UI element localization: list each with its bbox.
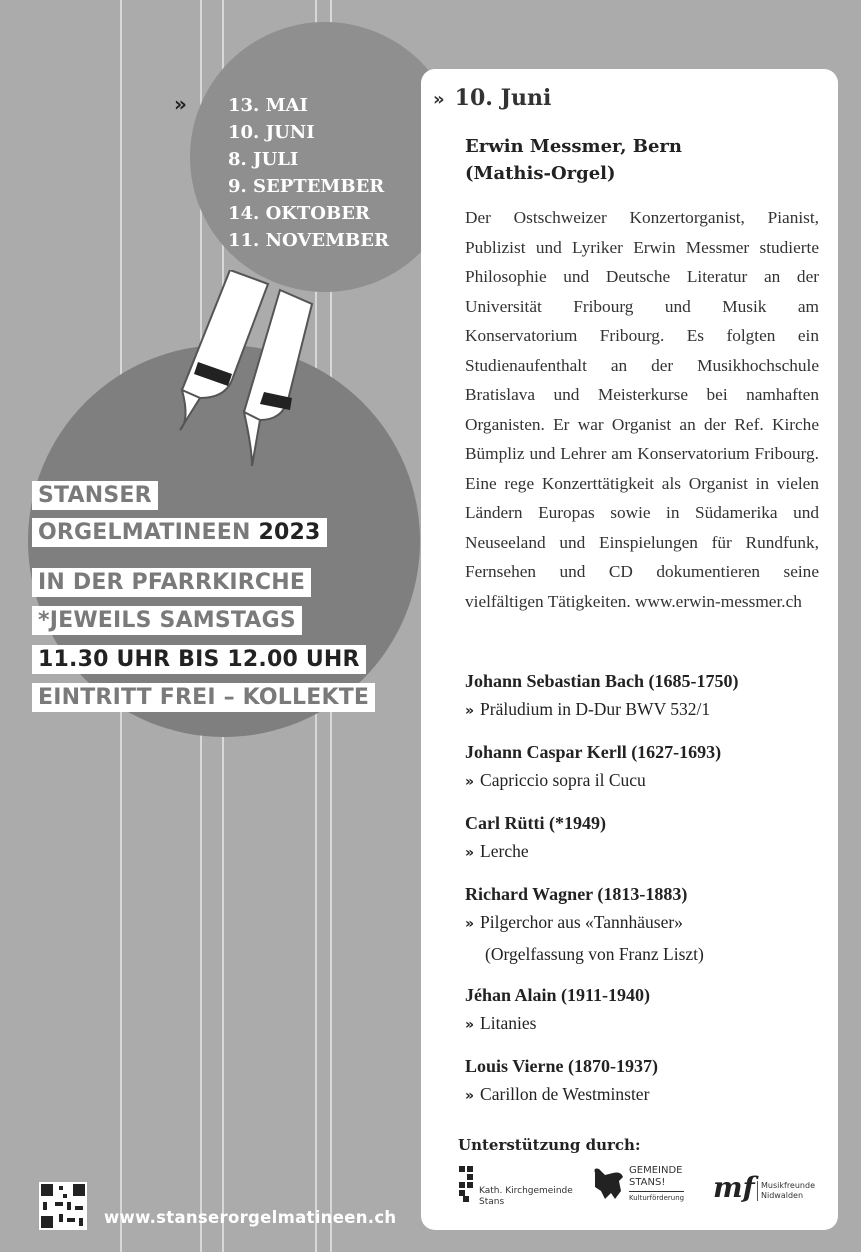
event-day: *JEWEILS SAMSTAGS bbox=[32, 606, 302, 635]
event-location: IN DER PFARRKIRCHE bbox=[32, 568, 311, 597]
musikfreunde-logo bbox=[713, 1169, 823, 1213]
kirchgemeinde-name: Kath. Kirchgemeinde bbox=[479, 1186, 573, 1196]
program-item bbox=[465, 739, 825, 797]
qr-code-icon bbox=[39, 1182, 87, 1230]
program-item bbox=[465, 810, 825, 868]
date-item: 14. OKTOBER bbox=[228, 203, 370, 224]
work-title: Carillon de Westminster bbox=[480, 1084, 650, 1104]
date-item: 10. JUNI bbox=[228, 122, 315, 143]
date-item: 13. MAI bbox=[228, 95, 308, 116]
work-title: Capriccio sopra il Cucu bbox=[480, 770, 646, 790]
event-title-line2 bbox=[32, 518, 327, 547]
instrument: (Mathis-Orgel) bbox=[465, 163, 616, 184]
event-time: 11.30 UHR BIS 12.00 UHR bbox=[32, 645, 366, 674]
gemeinde-stans-logo bbox=[591, 1163, 701, 1213]
program-item bbox=[465, 1053, 825, 1111]
musikfreunde-name: Musikfreunde bbox=[761, 1181, 815, 1190]
program-item bbox=[465, 881, 825, 969]
gemeinde-stans: STANS! bbox=[629, 1177, 666, 1188]
date-list bbox=[228, 92, 389, 254]
work bbox=[465, 836, 825, 868]
concert-date-heading bbox=[433, 85, 551, 111]
work bbox=[465, 1079, 825, 1111]
date-item: 8. JULI bbox=[228, 149, 299, 170]
composer: Johann Sebastian Bach (1685-1750) bbox=[465, 671, 739, 691]
chevron-icon: » bbox=[465, 774, 475, 790]
chevron-icon: » bbox=[433, 89, 445, 110]
program-item bbox=[465, 668, 825, 726]
work-title: Pilgerchor aus «Tannhäuser» bbox=[480, 912, 683, 932]
program-list bbox=[465, 668, 825, 1124]
event-title-line1: STANSER bbox=[32, 481, 158, 510]
composer: Carl Rütti (*1949) bbox=[465, 813, 606, 833]
concert-panel bbox=[421, 69, 838, 1230]
work bbox=[465, 1008, 825, 1040]
performer-block bbox=[465, 133, 682, 187]
gemeinde-kultur: Kulturförderung bbox=[629, 1191, 684, 1204]
gemeinde-label: GEMEINDE bbox=[629, 1165, 683, 1176]
organ-pipes-illustration bbox=[160, 270, 320, 490]
composer: Jéhan Alain (1911-1940) bbox=[465, 985, 651, 1005]
concert-date: 10. Juni bbox=[454, 85, 552, 111]
date-item: 11. NOVEMBER bbox=[228, 230, 389, 251]
kirchgemeinde-logo bbox=[457, 1164, 587, 1214]
kirchgemeinde-mark-icon bbox=[457, 1164, 477, 1204]
work bbox=[465, 765, 825, 797]
program-item bbox=[465, 982, 825, 1040]
chevron-icon: » bbox=[465, 916, 475, 932]
event-year: 2023 bbox=[258, 520, 321, 545]
work-title: Präludium in D-Dur BWV 532/1 bbox=[480, 699, 711, 719]
musikfreunde-mark: mf bbox=[713, 1171, 755, 1204]
performer-name: Erwin Messmer, Bern bbox=[465, 136, 682, 157]
chevron-icon: » bbox=[465, 703, 475, 719]
composer: Louis Vierne (1870-1937) bbox=[465, 1056, 658, 1076]
composer: Richard Wagner (1813-1883) bbox=[465, 884, 688, 904]
chevron-icon: » bbox=[465, 1017, 475, 1033]
chevron-icon: » bbox=[465, 1088, 475, 1104]
work-note: (Orgelfassung von Franz Liszt) bbox=[485, 944, 704, 964]
chevron-icon: » bbox=[465, 845, 475, 861]
kirchgemeinde-place: Stans bbox=[479, 1197, 505, 1207]
work bbox=[465, 694, 825, 726]
support-heading: Unterstützung durch: bbox=[458, 1136, 641, 1154]
work-title: Lerche bbox=[480, 841, 529, 861]
musikfreunde-place: Nidwalden bbox=[761, 1191, 804, 1200]
event-entry: EINTRITT FREI – KOLLEKTE bbox=[32, 683, 375, 712]
website-link[interactable]: www.stanserorgelmatineen.ch bbox=[104, 1208, 397, 1227]
chevron-icon: » bbox=[174, 92, 187, 116]
work bbox=[465, 907, 825, 939]
composer: Johann Caspar Kerll (1627-1693) bbox=[465, 742, 722, 762]
event-title-text: ORGELMATINEEN bbox=[38, 520, 251, 545]
performer-bio: Der Ostschweizer Konzertorganist, Pianist, Publizist und Lyriker Erwin Messmer studierte Philosophie und Deutsche Literatur an der Universität Fribourg und Musik am Konservatorium Fribourg. Es folgten ein Studienaufenthalt an der Musikhochschule Bratislava und Meisterkurse bei namhaften Organisten. Er war Organist an der Ref. Kirche Bümpliz und Lehrer am Konservatorium Fribourg. Eine rege Konzerttätigkeit als Organist in vielen Ländern Europas sowie in Südamerika und Neuseeland und Einspielungen für Rundfunk, Fernsehen und CD dokumentieren seine vielfältigen Tätigkeiten. www.erwin-messmer.ch bbox=[465, 208, 819, 611]
stans-bull-icon bbox=[591, 1165, 625, 1203]
work-title: Litanies bbox=[480, 1013, 537, 1033]
date-item: 9. SEPTEMBER bbox=[228, 176, 385, 197]
